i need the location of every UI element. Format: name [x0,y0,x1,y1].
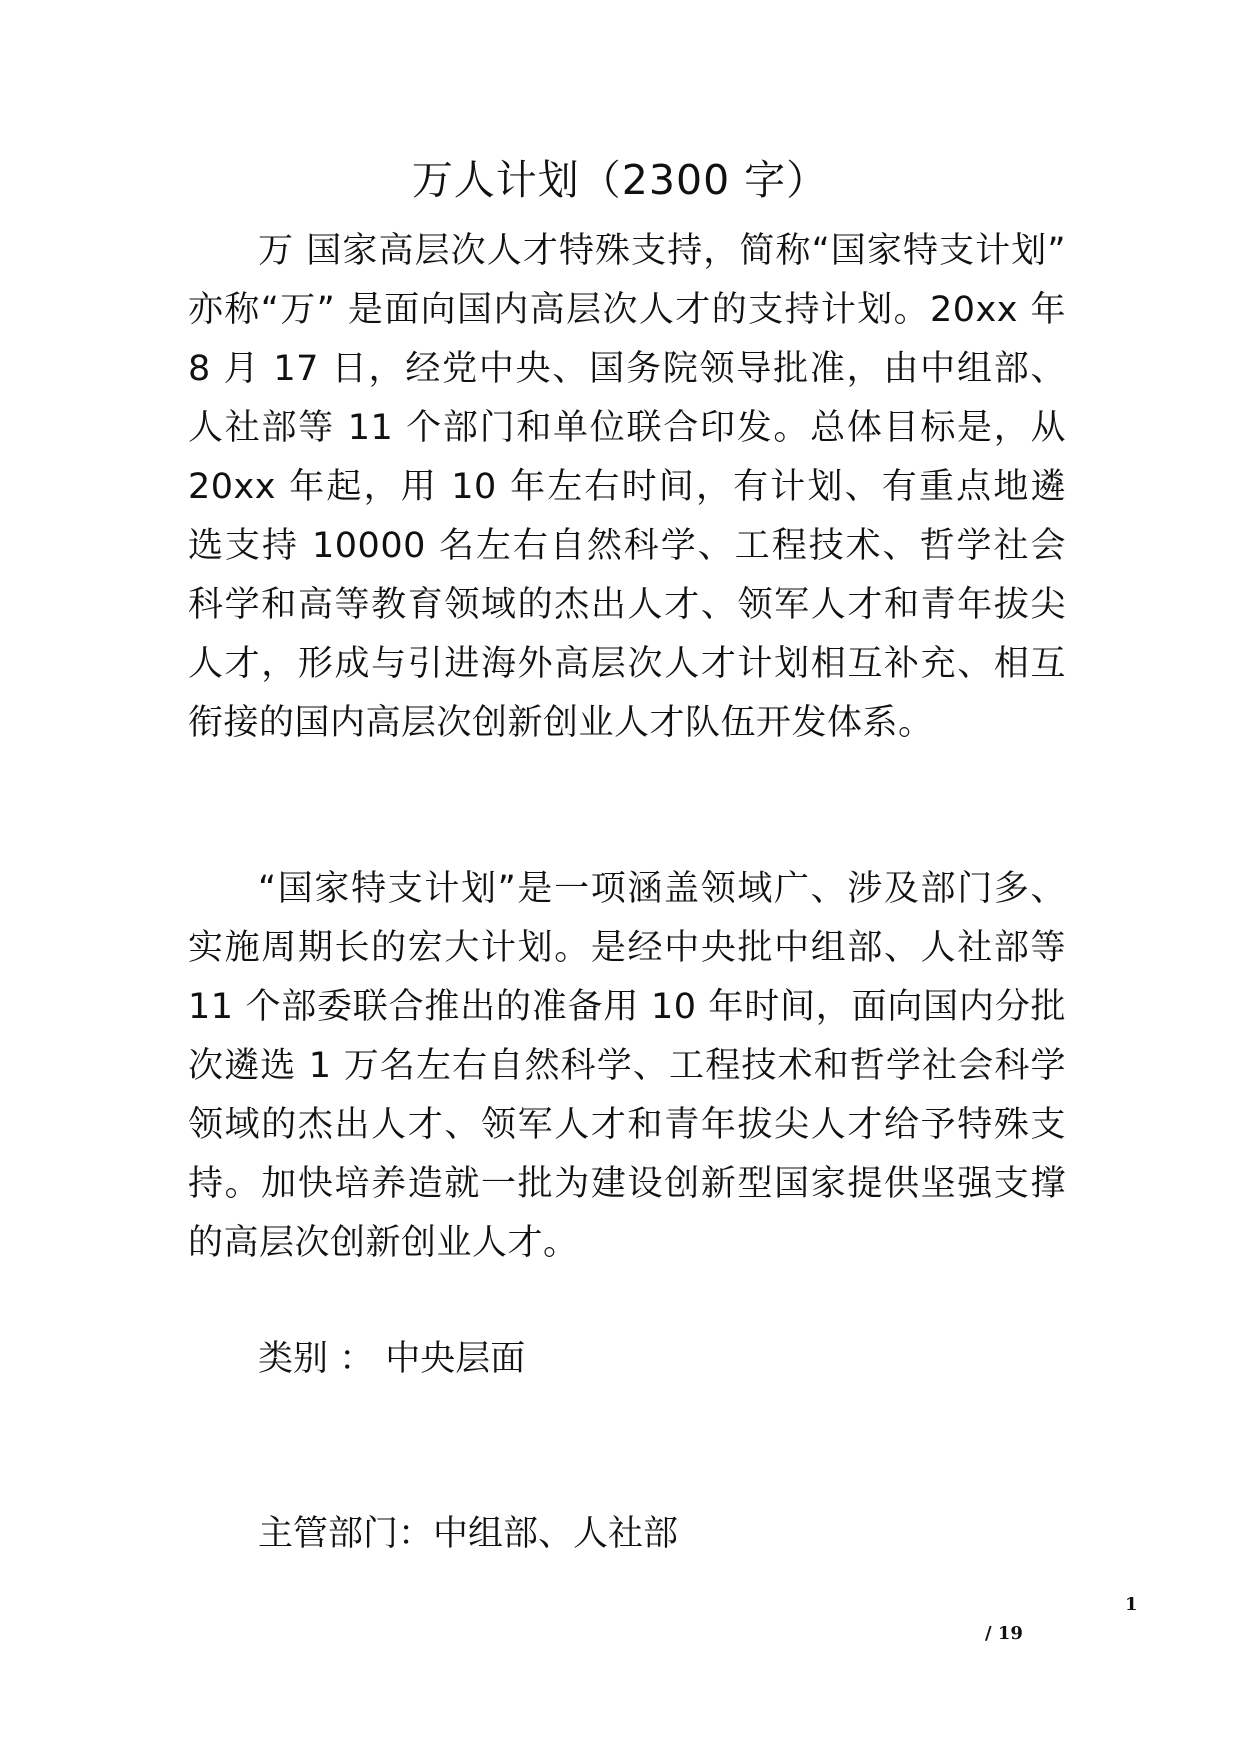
department-field: 主管部门：中组部、人社部 [258,1514,679,1554]
page-total: / 19 [985,1623,1023,1644]
category-field: 类别 ： 中央层面 [258,1339,526,1379]
paragraph-intro: 万 国家高层次人才特殊支持，简称“国家特支计划” 亦称“万” 是面向国内高层次人才的支持计划。20xx 年 8 月 17 日，经党中央、国务院领导批准，由中组部、人社部等 11 个部门和单位联合印发。总体目标是，从 20xx 年起，用 10 年左右时间，有计划、有重点地遴选支持 10000 名左右自然科学、工程技术、哲学社会科学和高等教育领域的杰出人才、领军人才和青年拔尖人才，形成与引进海外高层次人才计划相互补充、相互衔接的国内高层次创新创业人才队伍开发体系。 [188,231,1066,743]
document-title: 万人计划（2300 字） [411,156,829,204]
page-number: 1 [1125,1594,1138,1615]
paragraph-description: “国家特支计划”是一项涵盖领域广、涉及部门多、实施周期长的宏大计划。是经中央批中组部、人社部等 11 个部委联合推出的准备用 10 年时间，面向国内分批次遴选 1 万名左右自然科学、工程技术和哲学社会科学领域的杰出人才、领军人才和青年拔尖人才给予特殊支持。加快培养造就一批为建设创新型国家提供坚强支撑的高层次创新创业人才。 [188,869,1066,1263]
